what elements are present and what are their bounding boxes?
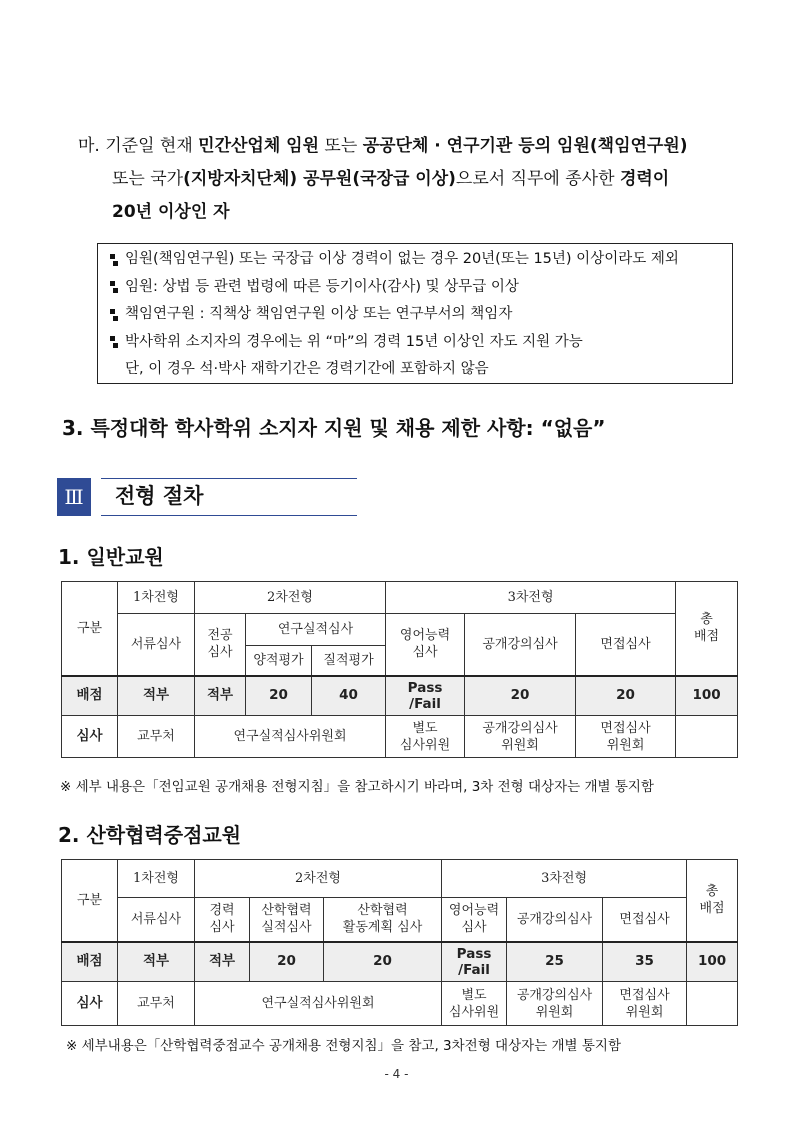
reviewer-cell: 교무처 <box>118 982 195 1026</box>
bullet-icon <box>108 335 120 349</box>
reviewer-cell: 공개강의심사 위원회 <box>507 982 603 1026</box>
heading-3: 3. 특정대학 학사학위 소지자 지원 및 채용 제한 사항: “없음” <box>62 416 606 440</box>
major-review-header: 전공 심사 <box>195 614 246 676</box>
bullet-icon <box>108 253 120 267</box>
score-cell: 적부 <box>195 676 246 716</box>
footnote: ※ 세부 내용은「전임교원 공개채용 전형지침」을 참고하시기 바라며, 3차 전형 대상자는 개별 통지함 <box>60 779 654 795</box>
research-review-header: 연구실적심사 <box>246 614 386 646</box>
score-cell: 25 <box>507 942 603 982</box>
bullet-icon <box>108 308 120 322</box>
line2-seg: 으로서 직무에 종사한 <box>455 169 620 189</box>
reviewer-cell-empty <box>687 982 738 1026</box>
note-item <box>108 301 732 329</box>
interview-header: 면접심사 <box>603 898 687 942</box>
score-cell: 적부 <box>118 676 195 716</box>
line1-seg: 민간산업체 임원 <box>198 136 320 156</box>
stage1-header: 1차전형 <box>118 860 195 898</box>
score-cell: Pass /Fail <box>386 676 465 716</box>
score-cell: Pass /Fail <box>442 942 507 982</box>
note-item <box>108 274 732 302</box>
score-cell: 20 <box>576 676 676 716</box>
score-cell: 100 <box>676 676 738 716</box>
score-cell: 35 <box>603 942 687 982</box>
line3-seg: 20년 이상인 자 <box>112 202 230 222</box>
reviewer-cell: 공개강의심사 위원회 <box>465 716 576 758</box>
line2-seg: (지방자치단체) 공무원(국장급 이상) <box>183 169 456 189</box>
total-score-header: 총 배점 <box>676 582 738 676</box>
subsection-title: 2. 산학협력중점교원 <box>58 823 242 847</box>
score-row-label: 배점 <box>62 942 118 982</box>
qual-eval-header: 질적평가 <box>312 646 386 676</box>
bullet-icon <box>108 280 120 294</box>
procedure-table-general <box>61 581 738 758</box>
note-text: 임원: 상법 등 관련 법령에 따른 등기이사(감사) 및 상무급 이상 <box>125 278 519 295</box>
quant-eval-header: 양적평가 <box>246 646 312 676</box>
stage2-header: 2차전형 <box>195 860 442 898</box>
score-cell: 20 <box>250 942 324 982</box>
note-text: 박사학위 소지자의 경우에는 위 “마”의 경력 15년 이상인 자도 지원 가능 <box>125 333 583 350</box>
line2-seg: 경력이 <box>619 169 670 189</box>
interview-header: 면접심사 <box>576 614 676 676</box>
col-gubun: 구분 <box>62 860 118 942</box>
reviewer-row-label: 심사 <box>62 716 118 758</box>
lecture-review-header: 공개강의심사 <box>465 614 576 676</box>
section-header <box>57 478 357 516</box>
reviewer-cell: 면접심사 위원회 <box>576 716 676 758</box>
reviewer-cell: 별도 심사위원 <box>442 982 507 1026</box>
criteria-ma-line3 <box>78 196 758 229</box>
doc-review-header: 서류심사 <box>118 898 195 942</box>
note-text: 책임연구원 : 직책상 책임연구원 이상 또는 연구부서의 책임자 <box>125 306 513 322</box>
stage3-header: 3차전형 <box>386 582 676 614</box>
line1-seg: 공공단체 · 연구기관 등의 임원(책임연구원) <box>362 136 688 156</box>
total-score-header: 총 배점 <box>687 860 738 942</box>
page-number: - 4 - <box>384 1067 409 1081</box>
criteria-marker: 마. <box>78 136 100 156</box>
reviewer-cell-empty <box>676 716 738 758</box>
reviewer-cell: 면접심사 위원회 <box>603 982 687 1026</box>
criteria-ma-line2 <box>78 163 758 196</box>
score-cell: 20 <box>465 676 576 716</box>
doc-review-header: 서류심사 <box>118 614 195 676</box>
header-rule-bottom <box>101 515 357 516</box>
note-item-continued <box>108 356 732 384</box>
procedure-table-industry <box>61 859 738 1026</box>
footnote: ※ 세부내용은「산학협력중점교수 공개채용 전형지침」을 참고, 3차전형 대상자는 개별 통지함 <box>66 1038 621 1054</box>
section-title: 전형 절차 <box>115 484 204 508</box>
line1-seg: 기준일 현재 <box>105 136 199 156</box>
note-item <box>108 246 732 274</box>
score-cell: 100 <box>687 942 738 982</box>
english-review-header: 영어능력 심사 <box>442 898 507 942</box>
subsection-title: 1. 일반교원 <box>58 545 164 569</box>
stage3-header: 3차전형 <box>442 860 687 898</box>
stage2-header: 2차전형 <box>195 582 386 614</box>
note-item <box>108 329 732 357</box>
stage1-header: 1차전형 <box>118 582 195 614</box>
score-row-label: 배점 <box>62 676 118 716</box>
score-cell: 20 <box>246 676 312 716</box>
reviewer-cell: 별도 심사위원 <box>386 716 465 758</box>
ic-plan-review-header: 산학협력 활동계획 심사 <box>324 898 442 942</box>
col-gubun: 구분 <box>62 582 118 676</box>
reviewer-cell: 교무처 <box>118 716 195 758</box>
score-cell: 적부 <box>118 942 195 982</box>
score-cell: 적부 <box>195 942 250 982</box>
line1-seg: 또는 <box>319 136 363 156</box>
line2-seg: 또는 국가 <box>112 169 184 189</box>
note-text: 임원(책임연구원) 또는 국장급 이상 경력이 없는 경우 20년(또는 15년) 이상이라도 제외 <box>125 251 679 267</box>
criteria-ma <box>78 130 758 229</box>
note-text: 단, 이 경우 석·박사 재학기간은 경력기간에 포함하지 않음 <box>125 361 489 377</box>
reviewer-cell: 연구실적심사위원회 <box>195 716 386 758</box>
section-number: Ⅲ <box>57 478 91 516</box>
score-cell: 20 <box>324 942 442 982</box>
reviewer-row-label: 심사 <box>62 982 118 1026</box>
note-box <box>97 243 733 384</box>
english-review-header: 영어능력 심사 <box>386 614 465 676</box>
lecture-review-header: 공개강의심사 <box>507 898 603 942</box>
reviewer-cell: 연구실적심사위원회 <box>195 982 442 1026</box>
score-cell: 40 <box>312 676 386 716</box>
ic-record-review-header: 산학협력 실적심사 <box>250 898 324 942</box>
criteria-ma-line1 <box>78 130 758 163</box>
career-review-header: 경력 심사 <box>195 898 250 942</box>
